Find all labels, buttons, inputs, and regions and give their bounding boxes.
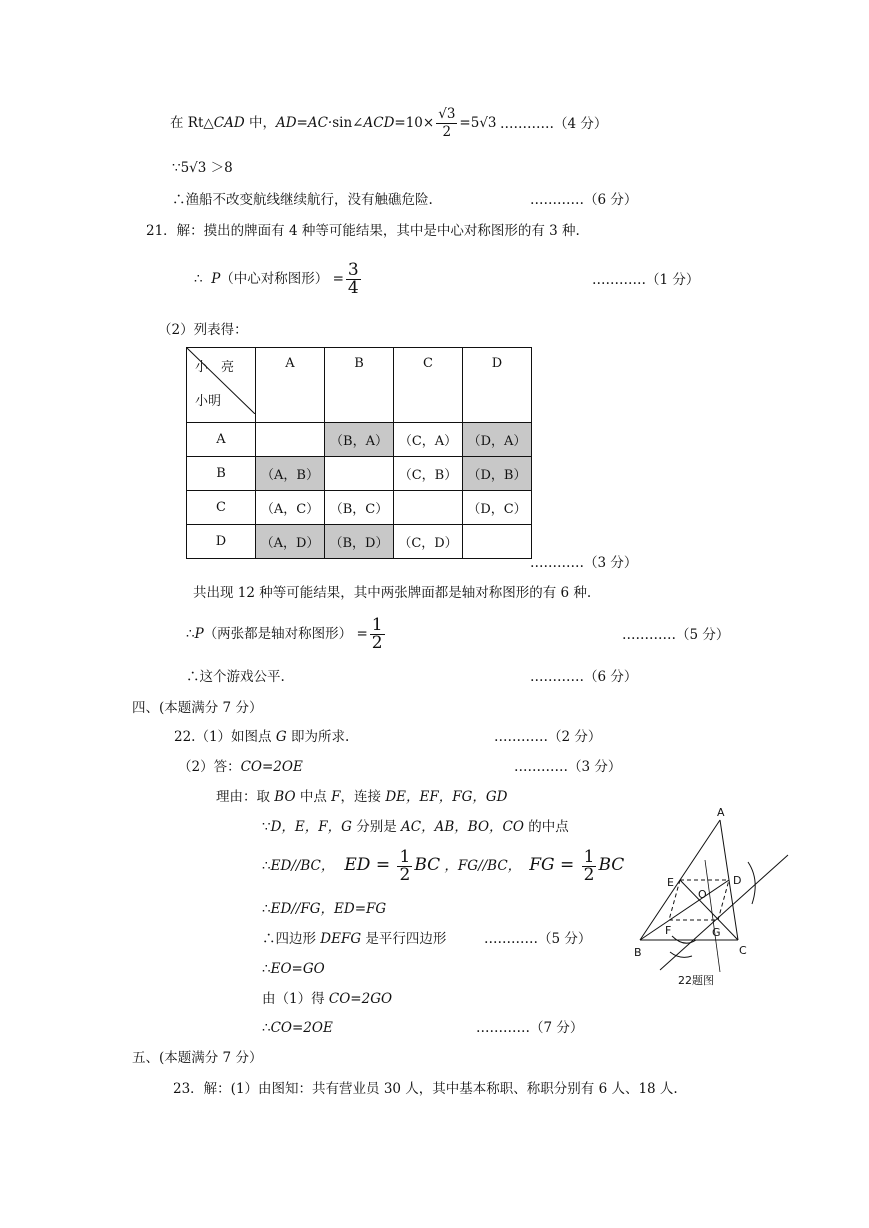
- line-q22-1: [174, 727, 349, 747]
- label-d: D: [733, 874, 742, 887]
- denominator: 2: [442, 124, 452, 140]
- text: P: [194, 626, 204, 642]
- text: （中心对称图形） =: [220, 271, 344, 287]
- row-header: D: [187, 525, 256, 559]
- numerator: 1: [371, 615, 383, 635]
- line-parallelogram: [262, 929, 446, 949]
- text: 由（1）得: [262, 991, 329, 1007]
- line-from-1: [262, 989, 392, 1009]
- line-p-axial: [186, 617, 387, 652]
- text: ∴四边形: [262, 931, 321, 947]
- table-cell: （A，D）: [256, 525, 325, 559]
- column-header: D: [463, 348, 532, 423]
- table-cell: （D，A）: [463, 423, 532, 457]
- text: P: [211, 271, 221, 287]
- text: CO=2OE: [270, 1020, 333, 1036]
- text: ∴: [262, 858, 271, 874]
- text: ，连接: [340, 789, 386, 805]
- label-a: A: [717, 806, 725, 819]
- denominator: 2: [371, 633, 383, 653]
- construction-line: [660, 855, 788, 970]
- column-header: A: [256, 348, 325, 423]
- line-midpoints: [262, 817, 569, 837]
- text: 22.（1）如图点: [174, 729, 276, 745]
- text: ∴: [262, 901, 271, 917]
- table-corner: [187, 348, 256, 423]
- column-header: B: [325, 348, 394, 423]
- row-header: A: [187, 423, 256, 457]
- score: …………（6 分）: [530, 192, 638, 208]
- denominator: 2: [583, 865, 595, 885]
- line-list-table: （2）列表得：: [158, 322, 248, 338]
- line-reason: [216, 787, 507, 807]
- figure-caption: 22题图: [678, 974, 714, 987]
- column-header: C: [394, 348, 463, 423]
- fraction: [346, 262, 361, 297]
- line-total-outcomes: 共出现 12 种等可能结果，其中两张牌面都是轴对称图形的有 6 种.: [193, 585, 592, 601]
- text: AC，AB，BO，CO: [401, 819, 524, 835]
- text: F: [331, 789, 341, 805]
- text: CAD: [213, 115, 245, 131]
- line-parallel-half: [262, 849, 624, 884]
- text: ，FG//BC，: [440, 858, 522, 874]
- fraction: [436, 106, 457, 141]
- table-row: [187, 423, 532, 457]
- text: =: [554, 855, 580, 875]
- line-q23: 23．解：(1）由图知：共有营业员 30 人，其中基本称职、称职分别有 6 人、18 人.: [173, 1081, 678, 1097]
- line-rt-cad: [170, 106, 497, 141]
- text: CO=2GO: [328, 991, 393, 1007]
- table-cell: （D，B）: [463, 457, 532, 491]
- label-o: O: [698, 888, 707, 901]
- score: …………（2 分）: [494, 729, 602, 745]
- line-ed-fg: [262, 899, 386, 919]
- fraction: [370, 617, 385, 652]
- text: 分别是: [351, 819, 402, 835]
- corner-top-label: 小 亮: [195, 360, 235, 375]
- text: FG: [529, 855, 555, 875]
- table-cell: （A，B）: [256, 457, 325, 491]
- outcome-table: [186, 347, 532, 559]
- text: G: [275, 729, 287, 745]
- score: …………（7 分）: [476, 1020, 584, 1036]
- line-p-central: [194, 262, 363, 297]
- denominator: 2: [399, 865, 411, 885]
- fraction: [582, 849, 597, 884]
- label-e: E: [667, 876, 674, 889]
- section-heading: 四、(本题满分 7 分）: [132, 700, 263, 716]
- score: …………（4 分）: [500, 116, 608, 132]
- text: CO=2OE: [240, 759, 303, 775]
- text: ∴: [262, 961, 271, 977]
- corner-bottom-label: 小明: [195, 394, 222, 409]
- table-cell: （C，A）: [394, 423, 463, 457]
- score: …………（3 分）: [530, 555, 638, 571]
- table-row: [187, 457, 532, 491]
- text: D，E，F，G: [270, 819, 352, 835]
- text: ∴: [186, 626, 195, 642]
- text: ∴: [194, 271, 203, 287]
- table-cell: （C，B）: [394, 457, 463, 491]
- table-cell: [463, 525, 532, 559]
- text: DEFG: [320, 931, 362, 947]
- line-eo-go: [262, 959, 325, 979]
- label-f: F: [665, 924, 672, 937]
- text: =10×: [394, 115, 435, 131]
- score: …………（6 分）: [530, 669, 638, 685]
- text: =5√3: [459, 115, 497, 131]
- numerator: √3: [438, 106, 456, 122]
- section-heading: 五、(本题满分 7 分）: [132, 1050, 263, 1066]
- construction-line: [705, 860, 720, 972]
- score: …………（5 分）: [484, 931, 592, 947]
- line-because: ∵5√3 ＞8: [172, 160, 233, 176]
- numerator: 1: [399, 847, 411, 867]
- text: BO: [274, 789, 296, 805]
- text: 的中点: [523, 819, 569, 835]
- numerator: 3: [347, 260, 359, 280]
- line-conclusion: ∴渔船不改变航线继续航行，没有触礁危险.: [172, 192, 433, 208]
- triangle-figure: [620, 800, 800, 995]
- table-cell: （D，C）: [463, 491, 532, 525]
- label-g: G: [712, 926, 721, 939]
- text: DE，EF，FG，GD: [385, 789, 508, 805]
- denominator: 4: [347, 278, 359, 298]
- text: sin∠: [332, 115, 364, 131]
- fraction: [397, 849, 412, 884]
- table-cell: （B，A）: [325, 423, 394, 457]
- score: …………（1 分）: [592, 272, 700, 288]
- text: 在 Rt△: [170, 115, 214, 131]
- text: BC: [414, 855, 441, 875]
- text: ED//BC，: [270, 858, 335, 874]
- table-row: [187, 525, 532, 559]
- row-header: C: [187, 491, 256, 525]
- text: ∴: [262, 1020, 271, 1036]
- numerator: 1: [583, 847, 595, 867]
- text: ACD: [363, 115, 395, 131]
- text: ED//FG，ED=FG: [270, 901, 387, 917]
- text: 理由：取: [216, 789, 275, 805]
- text: ∵: [262, 819, 271, 835]
- text: 是平行四边形: [361, 931, 447, 947]
- line-q22-2: [178, 757, 303, 777]
- construction-arc: [670, 952, 692, 957]
- table-cell: [256, 423, 325, 457]
- label-b: B: [634, 946, 642, 959]
- line-fair-game: ∴这个游戏公平.: [186, 669, 285, 685]
- table-row: [187, 491, 532, 525]
- table-cell: [325, 457, 394, 491]
- text: （两张都是轴对称图形） =: [203, 626, 368, 642]
- construction-arc: [748, 862, 755, 904]
- text: AD=AC·: [275, 115, 333, 131]
- row-header: B: [187, 457, 256, 491]
- text: ED: [344, 855, 371, 875]
- score: …………（5 分）: [622, 627, 730, 643]
- text: 中，: [244, 115, 276, 131]
- label-c: C: [739, 944, 747, 957]
- table-cell: （B，D）: [325, 525, 394, 559]
- table-cell: （A，C）: [256, 491, 325, 525]
- text: （2）答：: [178, 759, 241, 775]
- text: =: [370, 855, 396, 875]
- text: 即为所求.: [286, 729, 350, 745]
- table-cell: （B，C）: [325, 491, 394, 525]
- text: EO=GO: [270, 961, 325, 977]
- line-q21: 21．解：摸出的牌面有 4 种等可能结果，其中是中心对称图形的有 3 种.: [146, 223, 580, 239]
- text: 中点: [295, 789, 332, 805]
- text: BC: [598, 855, 625, 875]
- score: …………（3 分）: [514, 759, 622, 775]
- table-cell: [394, 491, 463, 525]
- line-co-2oe: [262, 1018, 333, 1038]
- table-cell: （C，D）: [394, 525, 463, 559]
